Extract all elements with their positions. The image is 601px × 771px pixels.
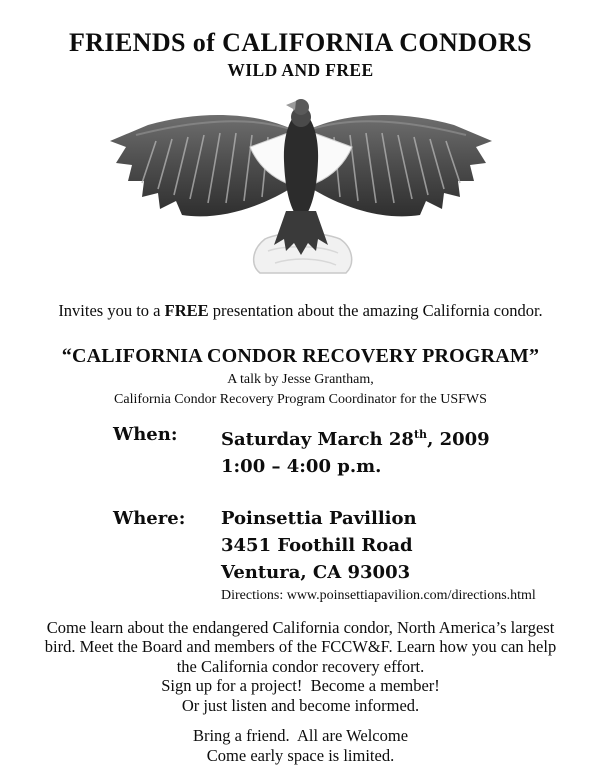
invite-line	[0, 301, 601, 321]
when-label: When:	[113, 423, 178, 445]
footer-line: Bring a friend. All are Welcome	[192, 726, 409, 746]
body-line: Come learn about the endangered California condor, North America’s largest	[46, 617, 555, 637]
body-line: Or just listen and become informed.	[181, 695, 420, 715]
program-speaker: A talk by Jesse Grantham,	[227, 371, 374, 387]
when-details	[221, 421, 490, 480]
program-heading: “CALIFORNIA CONDOR RECOVERY PROGRAM”	[61, 344, 540, 367]
where-street: 3451 Foothill Road	[221, 534, 413, 556]
invite-prefix: Invites you to a	[58, 300, 165, 320]
where-city: Ventura, CA 93003	[221, 561, 411, 583]
when-time: 1:00 – 4:00 p.m.	[221, 455, 382, 477]
schedule-section	[0, 421, 601, 605]
invite-free-word: FREE	[164, 300, 209, 320]
where-details	[221, 505, 536, 605]
when-date: Saturday March 28th, 2009	[221, 427, 490, 450]
condor-illustration	[100, 91, 502, 283]
body-line: bird. Meet the Board and members of the FCCW&F. Learn how you can help	[44, 637, 557, 657]
when-block	[113, 421, 601, 480]
when-date-ordinal: th	[413, 427, 428, 441]
flyer-subtitle: WILD AND FREE	[227, 59, 374, 80]
flyer-title: FRIENDS of CALIFORNIA CONDORS	[68, 28, 533, 57]
where-venue: Poinsettia Pavillion	[221, 507, 417, 529]
flyer-footer	[0, 726, 601, 766]
footer-line: Come early space is limited.	[206, 746, 395, 766]
where-block	[113, 505, 601, 605]
where-label: Where:	[113, 507, 186, 529]
flyer-body-paragraph	[0, 618, 601, 716]
body-line: the California condor recovery effort.	[176, 656, 425, 676]
body-line: Sign up for a project! Become a member!	[161, 676, 440, 696]
invite-suffix: presentation about the amazing California condor.	[208, 300, 543, 320]
where-directions-url: Directions: www.poinsettiapavilion.com/directions.html	[221, 587, 536, 603]
program-speaker-title: California Condor Recovery Program Coordinator for the USFWS	[114, 391, 487, 407]
